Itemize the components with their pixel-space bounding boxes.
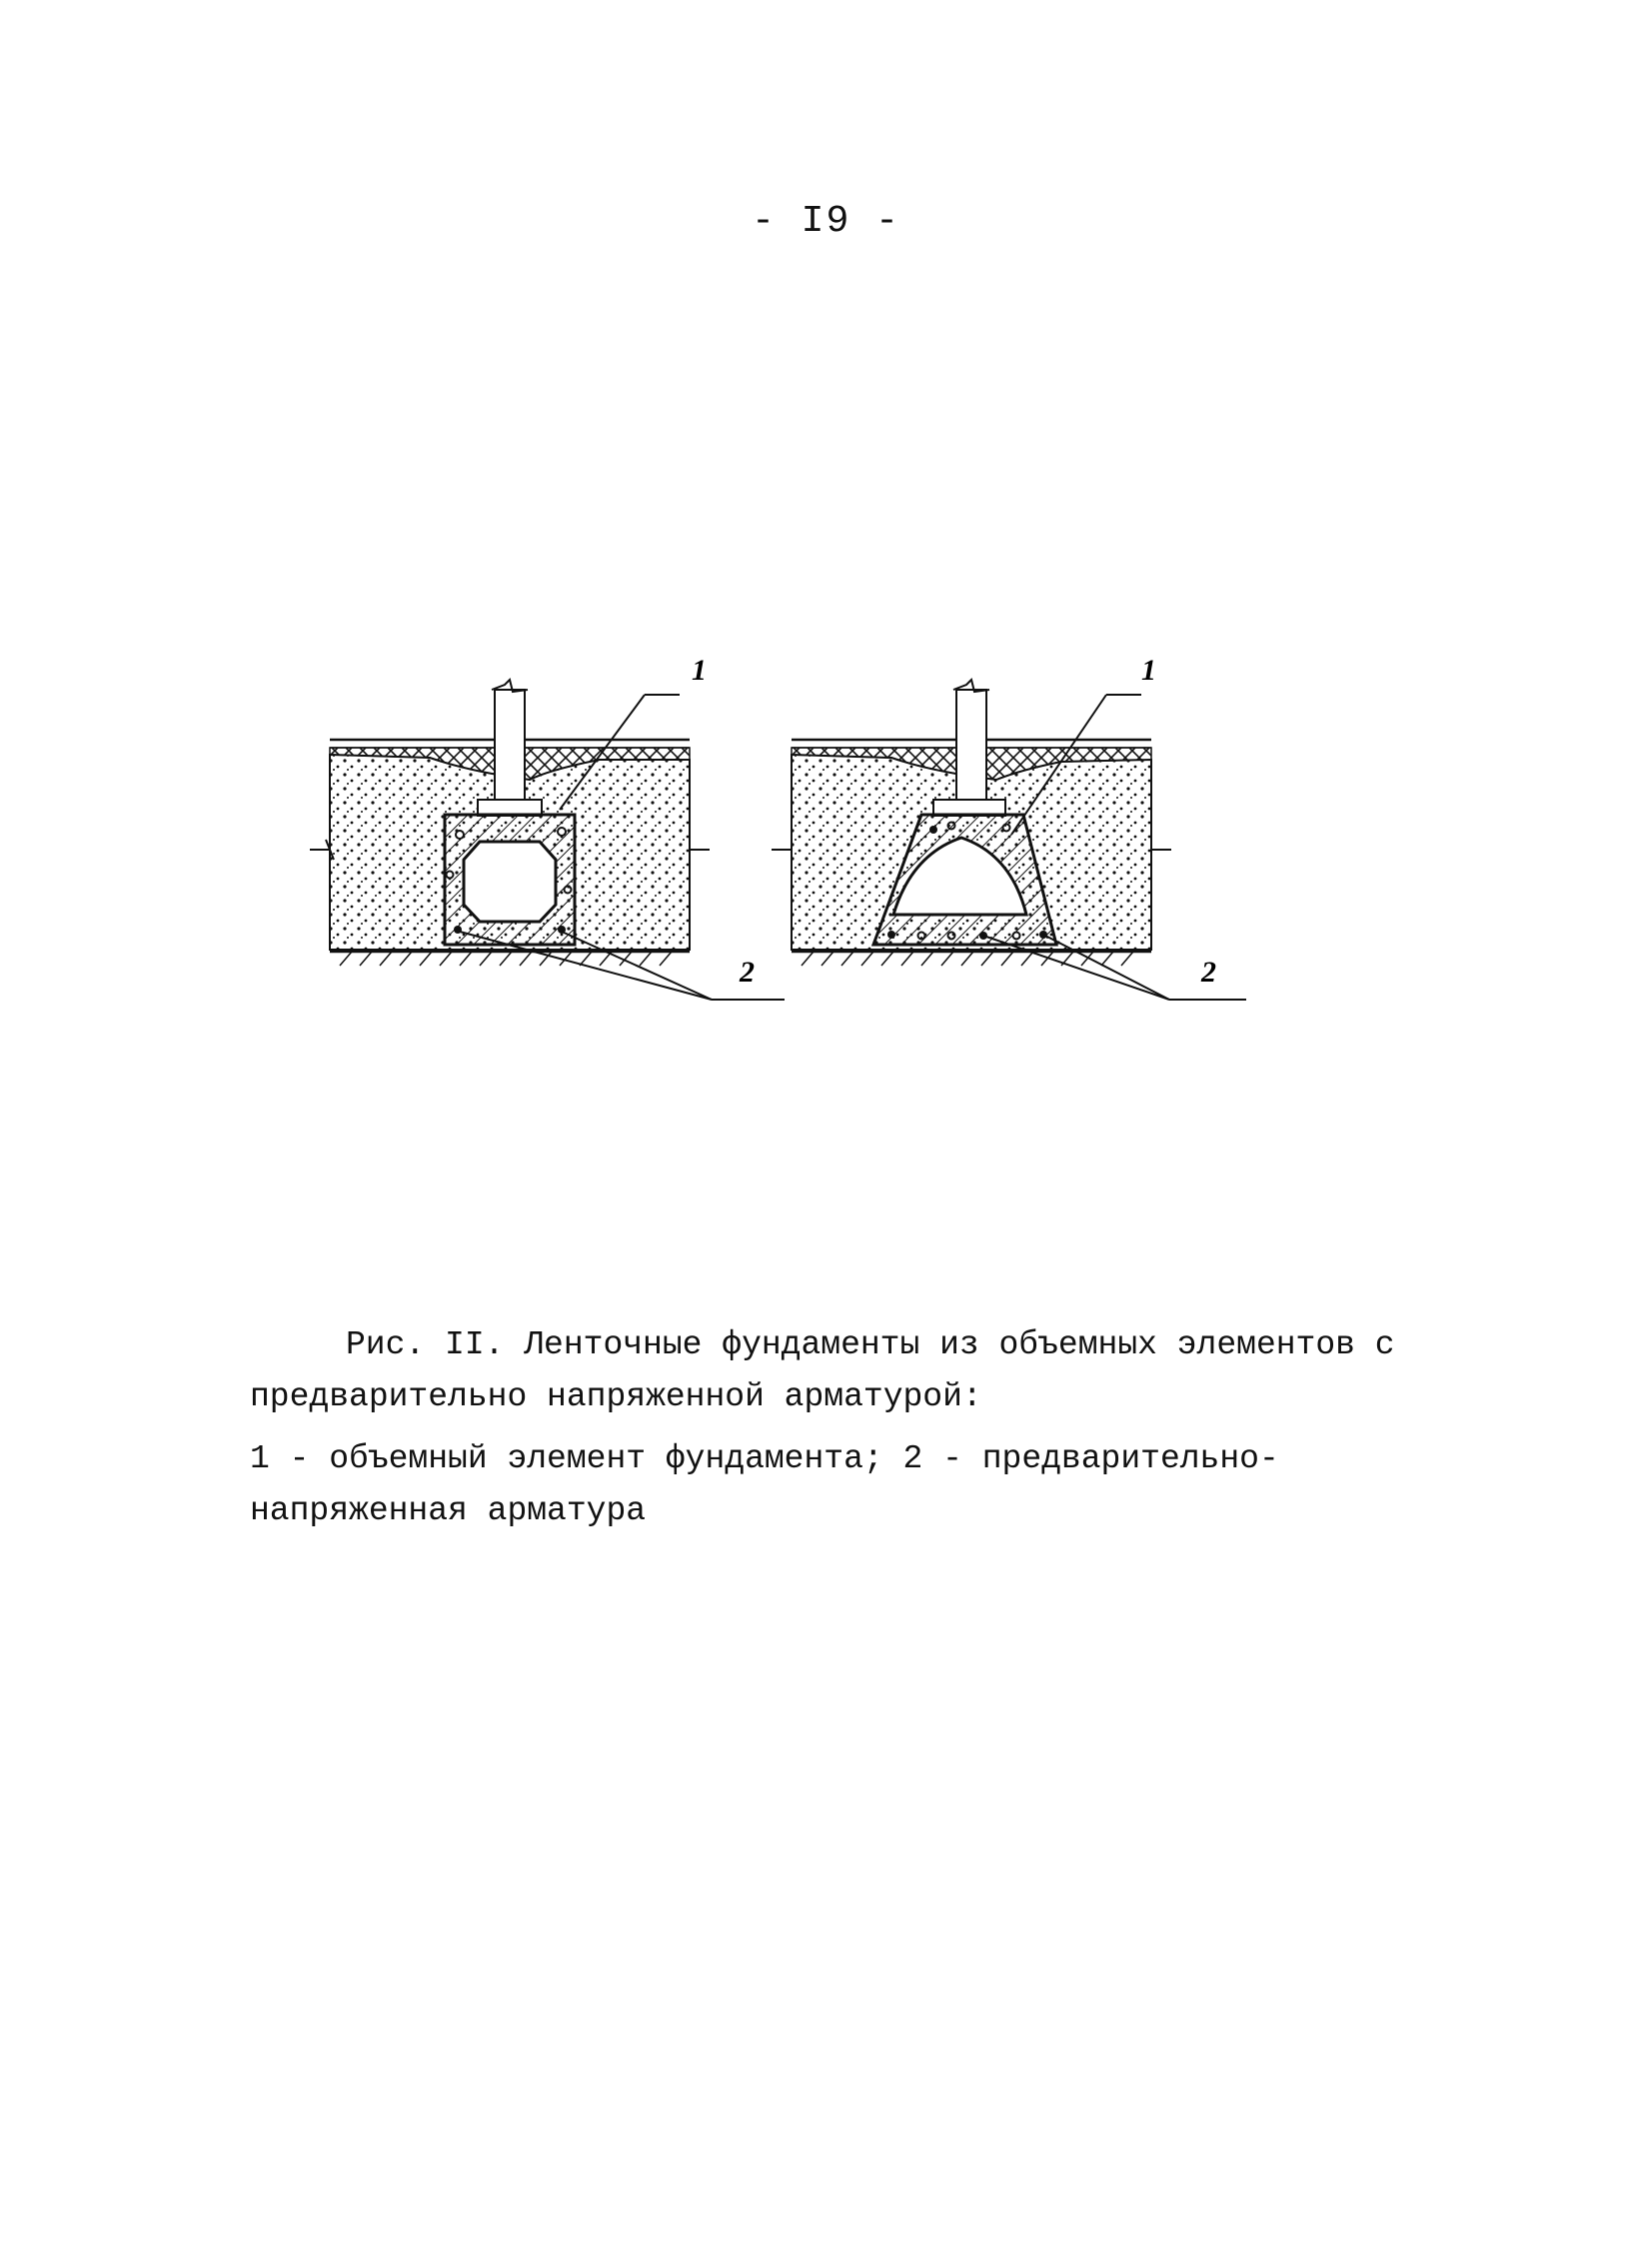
- right-callout-2: 2: [1201, 956, 1216, 989]
- left-callout-1: 1: [692, 660, 707, 687]
- page-number: - I9 -: [752, 200, 900, 243]
- right-panel: [772, 660, 1246, 1000]
- foundation-figure: [300, 660, 1259, 1020]
- right-callout-1: 1: [1141, 660, 1156, 687]
- figure-caption: [250, 1319, 1469, 1537]
- caption-legend: 1 - объемный элемент фундамента; 2 - предварительно-напряженная арматура: [250, 1440, 1279, 1529]
- caption-title: Рис. II. Ленточные фундаменты из объемных элементов с предварительно напряженной арматурой:: [250, 1326, 1395, 1415]
- left-panel: [310, 660, 785, 1000]
- left-callout-2: 2: [740, 956, 755, 989]
